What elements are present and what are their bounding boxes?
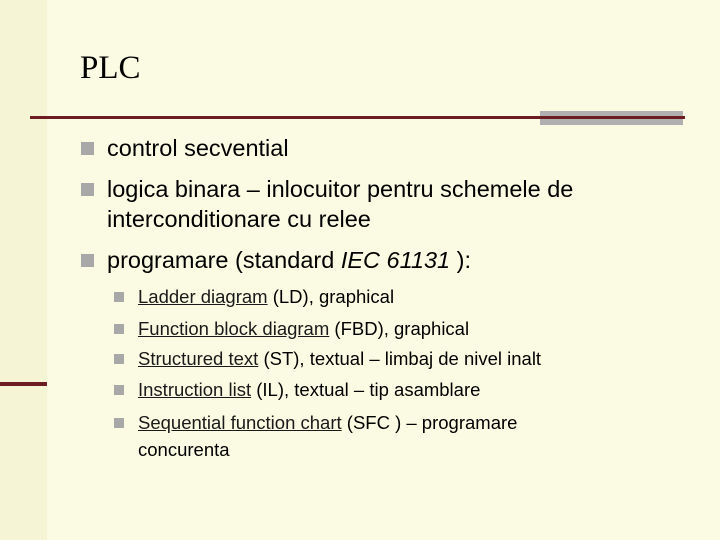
ladder-diagram-link[interactable]: Ladder diagram [138,286,268,307]
left-stripe [0,382,47,386]
sub-item-text: (ST), textual – limbaj de nivel inalt [258,348,542,369]
sub-item [114,410,517,436]
bullet-programare [83,245,471,275]
square-bullet-icon [114,292,124,302]
sub-item-text: (IL), textual – tip asamblare [251,379,481,400]
bullet-text: control secvential [107,135,289,161]
instruction-list-link[interactable]: Instruction list [138,379,252,400]
function-block-diagram-link[interactable]: Function block diagram [138,318,330,339]
bullet-text-a: programare (standard [107,247,341,273]
sub-item [114,346,541,372]
sub-item [114,284,394,310]
bullet-logica-cont [83,204,371,234]
left-band [0,0,47,540]
square-bullet-icon [81,183,94,196]
sub-item-text: (FBD), graphical [329,318,470,339]
square-bullet-icon [81,254,94,267]
square-bullet-icon [114,354,124,364]
sub-item-cont [114,437,230,463]
sub-item [114,377,480,403]
square-bullet-icon [114,418,124,428]
bullet-logica [83,174,573,204]
slide-title: PLC [80,50,141,86]
sub-item-text: concurenta [138,439,230,460]
structured-text-link[interactable]: Structured text [138,348,259,369]
bullet-text: interconditionare cu relee [107,206,371,232]
sequential-function-chart-link[interactable]: Sequential function chart [138,412,342,433]
sub-item-text: (SFC ) – programare [341,412,518,433]
bullet-text-b: ): [450,247,472,273]
bullet-text: logica binara – inlocuitor pentru schemele de [107,176,574,202]
square-bullet-icon [114,324,124,334]
sub-item-text: (LD), graphical [267,286,395,307]
bullet-control [83,133,289,163]
title-rule-gray-bottom [540,119,683,125]
sub-item [114,316,469,342]
standard-name: IEC 61131 [340,247,451,273]
square-bullet-icon [81,142,94,155]
bullet-text [83,245,471,275]
square-bullet-icon [114,385,124,395]
